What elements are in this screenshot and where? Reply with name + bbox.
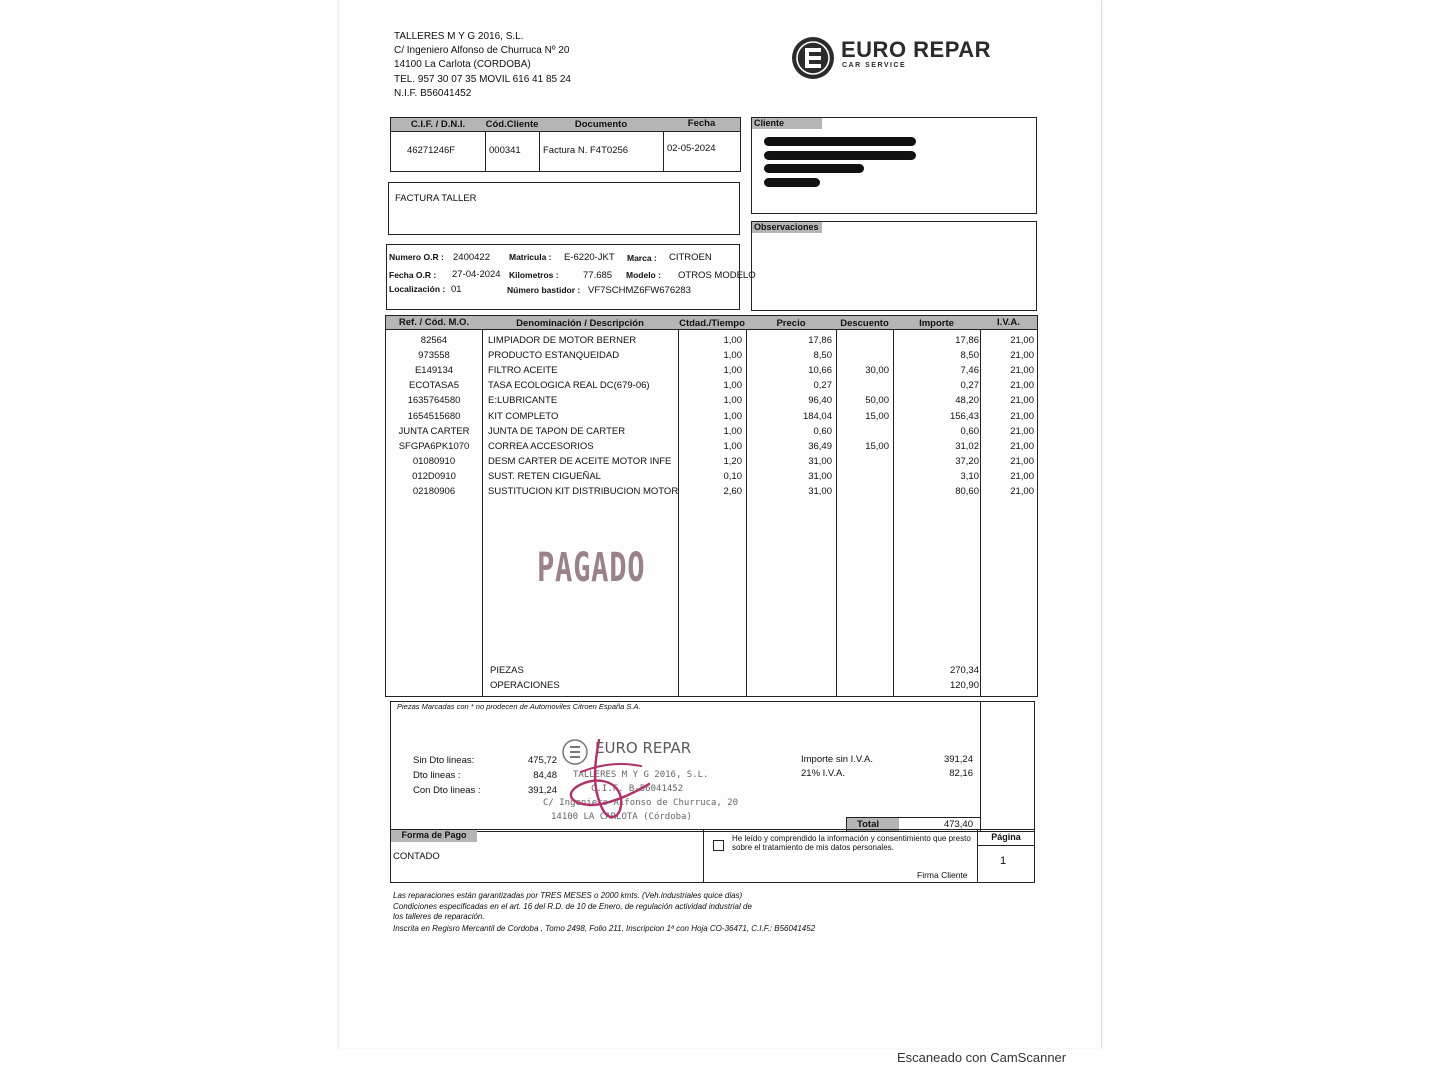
cell-iva: 21,00	[1010, 380, 1034, 392]
company-city: 14100 La Carlota (CORDOBA)	[394, 59, 531, 70]
cell-amount: 80,60	[955, 486, 979, 497]
cell-iva: 21,00	[1010, 440, 1034, 452]
cell-disc: 15,00	[865, 440, 889, 452]
vat-value: 82,16	[949, 768, 973, 779]
table-row	[386, 441, 1037, 455]
cell-amount: 3,10	[960, 470, 979, 482]
table-row	[386, 365, 1037, 379]
location-label: Localización :	[389, 284, 446, 294]
lines-table-body	[386, 335, 1037, 525]
vehicle-box	[386, 244, 756, 310]
cell-qty: 2,60	[723, 486, 742, 497]
lines-table	[385, 315, 1038, 697]
col-amount-header: Importe	[919, 318, 954, 329]
table-row	[386, 350, 1037, 364]
cell-amount: 7,46	[960, 365, 979, 377]
or-date-value: 27-04-2024	[452, 269, 501, 280]
cif-label: C.I.F. / D.N.I.	[410, 119, 466, 130]
page-value: 1	[1000, 855, 1007, 867]
cif-value: 46271246F	[407, 145, 456, 156]
cell-qty: 1,20	[723, 455, 742, 467]
cell-price: 96,40	[808, 395, 832, 407]
cell-desc: JUNTA DE TAPON DE CARTER	[488, 425, 626, 437]
total-label: Total	[857, 819, 879, 830]
cell-desc: SUST. RETEN CIGUEÑAL	[488, 470, 601, 482]
cell-iva: 21,00	[1010, 425, 1034, 437]
cell-price: 31,00	[808, 455, 832, 467]
parts-value: 270,34	[949, 665, 979, 676]
or-date-label: Fecha O.R :	[389, 270, 437, 280]
date-value: 02-05-2024	[667, 143, 716, 154]
total-value: 473,40	[943, 819, 973, 830]
cell-price: 10,66	[808, 365, 832, 377]
cell-ref: 973558	[418, 350, 450, 362]
location-value: 01	[451, 284, 462, 295]
cell-ref: 01080910	[412, 455, 456, 467]
cell-qty: 1,00	[723, 395, 742, 407]
col-discount-header: Descuento	[840, 318, 889, 329]
cell-desc: SUSTITUCION KIT DISTRIBUCION MOTOR	[488, 486, 679, 497]
cell-amount: 0,60	[960, 425, 979, 437]
observations-label: Observaciones	[752, 222, 822, 233]
vat-label: 21% I.V.A.	[801, 768, 846, 779]
observations-box	[751, 221, 1037, 311]
cell-price: 17,86	[808, 335, 832, 346]
cell-qty: 1,00	[723, 350, 742, 362]
brand-label: Marca :	[627, 253, 657, 263]
date-label: Fecha	[687, 118, 716, 129]
company-phone: TEL. 957 30 07 35 MOVIL 616 41 85 24	[394, 74, 571, 85]
cell-disc: 15,00	[865, 410, 889, 422]
cell-iva: 21,00	[1010, 395, 1034, 407]
base-label: Importe sin I.V.A.	[801, 754, 873, 765]
table-row	[386, 456, 1037, 470]
redacted-client-line	[764, 164, 864, 173]
invoice-type: FACTURA TALLER	[395, 193, 477, 204]
payment-method-label: Forma de Pago	[391, 830, 477, 842]
company-nif: N.I.F. B56041452	[394, 88, 472, 99]
stamp-company: TALLERES M Y G 2016, S.L.	[573, 770, 709, 780]
cell-amount: 0,27	[960, 380, 979, 392]
footer-conditions-cont: los talleres de reparación.	[393, 912, 485, 921]
scanner-watermark: Escaneado con CamScanner	[897, 1050, 1067, 1065]
stamp-city: 14100 LA CARLOTA (Córdoba)	[551, 812, 692, 822]
discount-label: Dto lineas :	[413, 770, 461, 781]
cell-amount: 156,43	[949, 410, 979, 422]
cell-desc: KIT COMPLETO	[488, 410, 559, 422]
plate-value: E-6220-JKT	[564, 252, 615, 263]
cell-desc: FILTRO ACEITE	[488, 365, 558, 377]
cell-iva: 21,00	[1010, 365, 1034, 377]
table-row	[386, 411, 1037, 425]
table-row	[386, 380, 1037, 394]
brand-value: CITROEN	[669, 252, 712, 263]
col-desc-header: Denominación / Descripción	[516, 318, 644, 329]
company-address: C/ Ingeniero Alfonso de Churruca Nº 20	[394, 45, 570, 56]
model-value: OTROS MODELO	[678, 270, 756, 281]
cell-desc: E:LUBRICANTE	[488, 395, 558, 407]
document-label: Documento	[574, 119, 628, 130]
table-row	[386, 486, 1037, 500]
gross-value: 475,72	[527, 755, 557, 766]
cell-ref: SFGPA6PK1070	[398, 440, 470, 452]
cell-ref: 1635764580	[407, 395, 461, 407]
cell-qty: 1,00	[723, 410, 742, 422]
vin-label: Número bastidor :	[507, 285, 581, 295]
signature-label: Firma Cliente	[917, 870, 968, 880]
summary-box	[390, 701, 1035, 832]
parts-label: PIEZAS	[490, 665, 524, 676]
cell-qty: 1,00	[723, 380, 742, 392]
discount-value: 84,48	[533, 770, 557, 781]
redacted-client-line	[764, 178, 820, 187]
document-header-box	[390, 117, 741, 172]
table-row	[386, 335, 1037, 349]
cell-desc: PRODUCTO ESTANQUEIDAD	[488, 350, 620, 362]
col-qty-header: Ctdad./Tiempo	[679, 318, 745, 329]
client-box	[751, 117, 1037, 214]
invoice-paper	[338, 0, 1102, 1048]
cell-qty: 1,00	[723, 440, 742, 452]
client-code-label: Cód.Cliente	[485, 119, 539, 130]
or-number-label: Numero O.R :	[389, 252, 444, 262]
euro-repar-logo-icon	[791, 36, 835, 80]
paid-stamp: PAGADO	[537, 545, 646, 591]
table-row	[386, 395, 1037, 409]
invoice-type-box	[388, 182, 740, 235]
cell-ref: ECOTASA5	[409, 380, 459, 392]
vin-value: VF7SCHMZ6FW676283	[588, 285, 691, 296]
cell-desc: DESM CARTER DE ACEITE MOTOR INFE	[488, 455, 672, 467]
cell-ref: 1654515680	[407, 410, 461, 422]
cell-price: 0,27	[813, 380, 832, 392]
net-value: 391,24	[527, 785, 557, 796]
cell-iva: 21,00	[1010, 410, 1034, 422]
cell-qty: 1,00	[723, 365, 742, 377]
cell-disc: 50,00	[865, 395, 889, 407]
cell-iva: 21,00	[1010, 335, 1034, 346]
parts-note: Piezas Marcadas con * no prodecen de Automoviles Citroen España S.A.	[397, 702, 641, 711]
cell-amount: 48,20	[955, 395, 979, 407]
cell-iva: 21,00	[1010, 486, 1034, 497]
cell-iva: 21,00	[1010, 470, 1034, 482]
gross-label: Sin Dto lineas:	[413, 755, 475, 766]
cell-desc: LIMPIADOR DE MOTOR BERNER	[488, 335, 637, 346]
cell-amount: 17,86	[955, 335, 979, 346]
stamp-address: C/ Ingeniero Alfonso de Churruca, 20	[543, 798, 739, 808]
cell-ref: JUNTA CARTER	[398, 425, 470, 437]
cell-amount: 8,50	[960, 350, 979, 362]
cell-qty: 1,00	[723, 425, 742, 437]
brand-logo	[791, 34, 1007, 80]
operations-label: OPERACIONES	[490, 680, 560, 691]
col-ref-header: Ref. / Cód. M.O.	[398, 317, 470, 328]
cell-price: 36,49	[808, 440, 832, 452]
plate-label: Matricula :	[509, 252, 552, 262]
brand-name: EURO REPAR	[841, 37, 992, 62]
company-name: TALLERES M Y G 2016, S.L.	[394, 31, 524, 42]
cell-ref: E149134	[414, 365, 454, 377]
footer-conditions: Condiciones especificadas en el art. 16 del R.D. de 10 de Enero, de regulación actividad industrial de	[393, 902, 752, 911]
table-row	[386, 471, 1037, 485]
consent-text: He leído y comprendido la información y consentimiento que presto sobre el tratamiento de mis datos personales.	[732, 834, 971, 852]
stamp-cif: C.I.F. B-56041452	[591, 784, 684, 794]
cell-desc: CORREA ACCESORIOS	[488, 440, 594, 452]
footer-guarantee: Las reparaciones están garantizadas por TRES MESES o 2000 kmts. (Veh.industriales quice dias)	[393, 891, 743, 900]
cell-amount: 31,02	[955, 440, 979, 452]
col-vat-header: I.V.A.	[997, 317, 1020, 328]
mileage-value: 77.685	[583, 270, 613, 281]
operations-value: 120,90	[949, 680, 979, 691]
model-label: Modelo :	[626, 270, 661, 280]
client-label: Cliente	[752, 118, 822, 129]
page-label: Página	[991, 832, 1021, 842]
cell-iva: 21,00	[1010, 350, 1034, 362]
col-price-header: Precio	[776, 318, 806, 329]
cell-ref: 02180906	[412, 486, 456, 497]
redacted-client-line	[764, 137, 916, 146]
document-value: Factura N. F4T0256	[543, 145, 629, 156]
payment-method-value: CONTADO	[393, 851, 440, 862]
mileage-label: Kilometros :	[509, 270, 559, 280]
cell-price: 31,00	[808, 470, 832, 482]
cell-qty: 0,10	[723, 470, 742, 482]
client-code-value: 000341	[489, 145, 521, 156]
or-number-value: 2400422	[453, 252, 490, 263]
cell-ref: 82564	[420, 335, 448, 346]
cell-disc: 30,00	[865, 365, 889, 377]
footer-registry: Inscrita en Regisro Mercantil de Cordoba , Tomo 2498, Folio 211, Inscripcion 1ª con Hoja CO-36471, C.I.F.: B56041452	[393, 924, 816, 933]
brand-tagline: CAR SERVICE	[842, 62, 907, 69]
cell-iva: 21,00	[1010, 455, 1034, 467]
cell-ref: 012D0910	[412, 470, 456, 482]
net-label: Con Dto lineas :	[413, 785, 481, 796]
cell-desc: TASA ECOLOGICA REAL DC(679-06)	[488, 380, 650, 392]
consent-checkbox[interactable]	[713, 840, 724, 851]
redacted-client-line	[764, 151, 916, 160]
table-row	[386, 426, 1037, 440]
stamp-brand: EURO REPAR	[595, 739, 692, 757]
cell-price: 0,60	[813, 425, 832, 437]
cell-price: 184,04	[802, 410, 832, 422]
cell-amount: 37,20	[955, 455, 979, 467]
signature	[551, 732, 661, 832]
cell-qty: 1,00	[723, 335, 742, 346]
cell-price: 31,00	[808, 486, 832, 497]
payment-box	[390, 829, 1035, 883]
cell-price: 8,50	[813, 350, 832, 362]
base-value: 391,24	[943, 754, 973, 765]
